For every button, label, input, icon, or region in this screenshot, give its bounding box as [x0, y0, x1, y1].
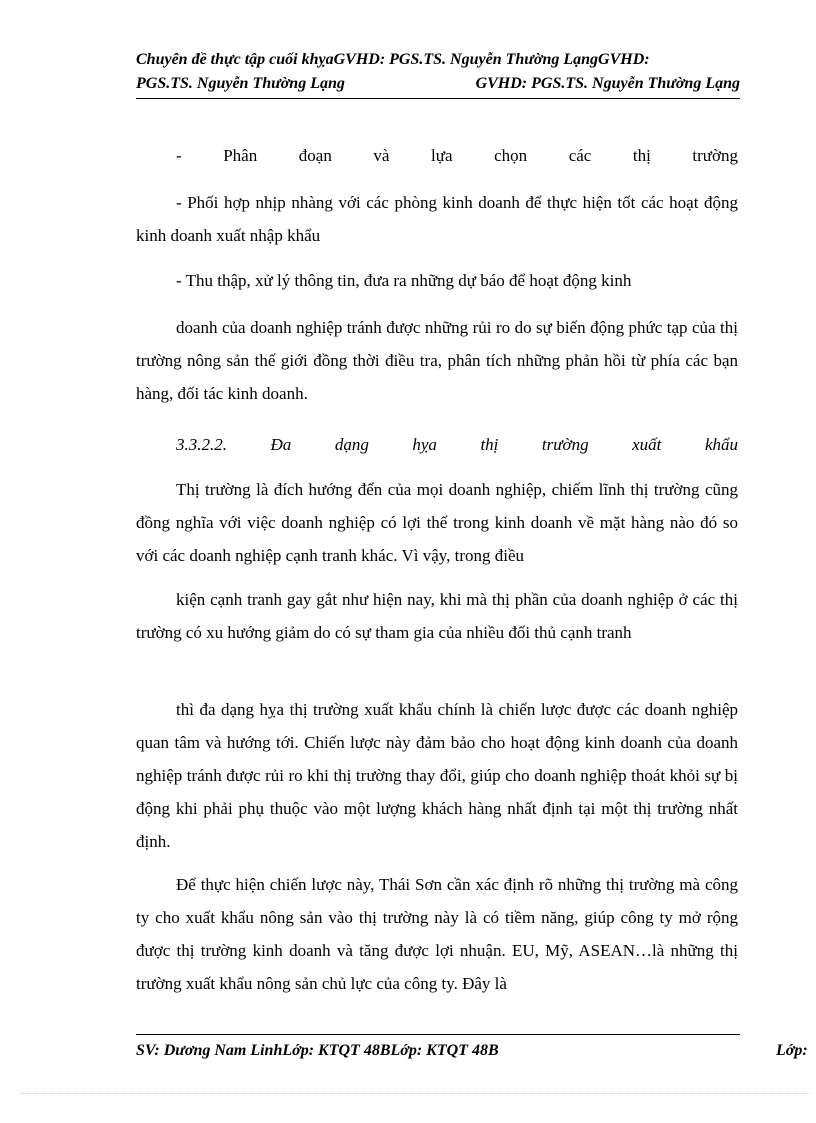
- footer-student: SV: Dương Nam LinhLớp: KTQT 48BLớp: KTQT 48B: [136, 1042, 499, 1059]
- paragraph-thai-son: Để thực hiện chiến lược này, Thái Sơn cần xác định rõ những thị trường mà công ty cho xuất khẩu nông sản vào thị trường này là có tiềm năng, giúp công ty mở rộng được thị trường kinh doanh và tăng được lợi nhuận. EU, Mỹ, ASEAN…là những thị trường xuất khẩu nông sản chủ lực của công ty. Đây là: [136, 875, 738, 993]
- header-line-2: [136, 72, 740, 96]
- footer-class-label: Lớp:: [776, 1042, 808, 1059]
- header-advisor-left: PGS.TS. Nguyễn Thường Lạng: [136, 75, 345, 92]
- footer-divider: [136, 1034, 740, 1035]
- paragraph-strategy: thì đa dạng hỵa thị trường xuất khẩu chính là chiến lược được các doanh nghiệp quan tâm và hướng tới. Chiến lược này đảm bảo cho hoạt động kinh doanh của doanh nghiệp tránh được rủi ro khi thị trường thay đổi, giúp cho doanh nghiệp thoát khỏi sự bị động khi phải phụ thuộc vào một lượng khách hàng nhất định tại một thị trường nhất định.: [136, 700, 738, 851]
- bullet-segmentation: - Phân đoạn và lựa chọn các thị trường: [176, 146, 738, 165]
- page-bottom-dotted-line: [20, 1093, 810, 1094]
- bullet-coordination: - Phối hợp nhịp nhàng với các phòng kinh doanh để thực hiện tốt các hoạt động kinh doanh xuất nhập khẩu: [136, 193, 738, 245]
- paragraph-risk: doanh của doanh nghiệp tránh được những rủi ro do sự biến động phức tạp của thị trường nông sản thế giới đồng thời điều tra, phân tích những phản hồi từ phía các bạn hàng, đối tác kinh doanh.: [136, 318, 738, 403]
- header-line-1: Chuyên đề thực tập cuối khỵaGVHD: PGS.TS. Nguyễn Thường LạngGVHD:: [136, 51, 650, 68]
- bullet-information: - Thu thập, xử lý thông tin, đưa ra những dự báo để hoạt động kinh: [176, 271, 632, 290]
- paragraph-market-definition: Thị trường là đích hướng đến của mọi doanh nghiệp, chiếm lĩnh thị trường cũng đồng nghĩa với việc doanh nghiệp có lợi thế trong kinh doanh về mặt hàng nào đó so với các doanh nghiệp cạnh tranh khác. Vì vậy, trong điều: [136, 480, 738, 565]
- section-heading-diversification: 3.3.2.2. Đa dạng hỵa thị trường xuất khẩu: [176, 435, 738, 454]
- paragraph-competition: kiện cạnh tranh gay gắt như hiện nay, khi mà thị phần của doanh nghiệp ở các thị trường có xu hướng giảm do có sự tham gia của nhiều đối thủ cạnh tranh: [136, 590, 738, 642]
- header-advisor-right: GVHD: PGS.TS. Nguyễn Thường Lạng: [475, 75, 740, 92]
- page-header: [136, 48, 740, 99]
